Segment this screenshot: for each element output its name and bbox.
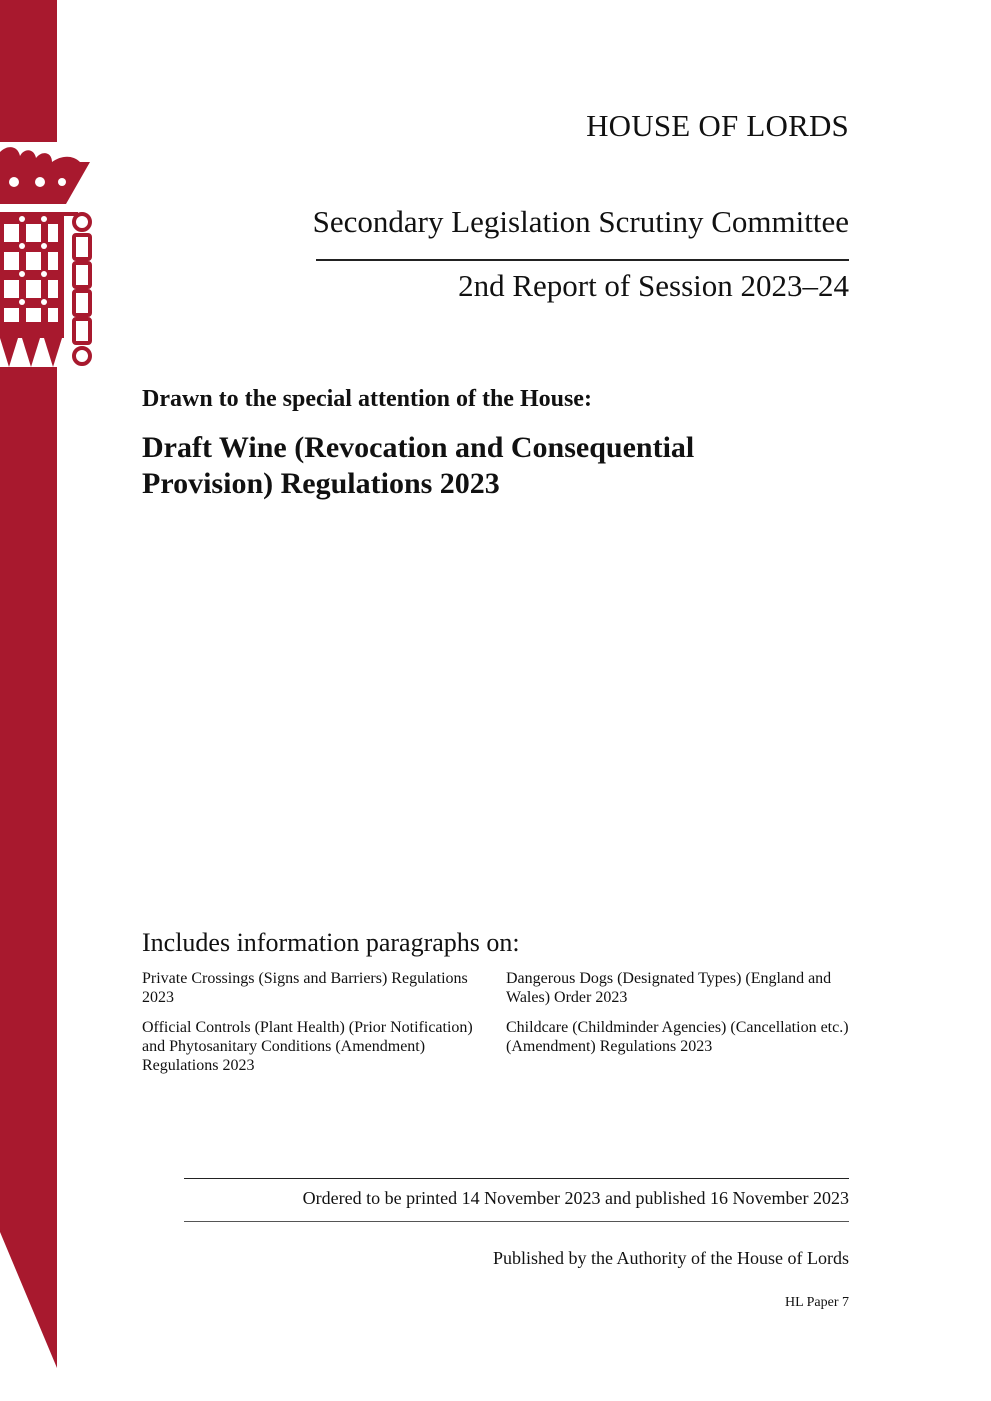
information-item: Dangerous Dogs (Designated Types) (England and Wales) Order 2023	[506, 970, 832, 1006]
information-item: Childcare (Childminder Agencies) (Cancellation etc.) (Amendment) Regulations 2023	[506, 1019, 849, 1055]
attention-label: Drawn to the special attention of the House:	[142, 386, 592, 412]
committee-name: Secondary Legislation Scrutiny Committee	[312, 204, 849, 239]
print-dates: Ordered to be printed 14 November 2023 and published 16 November 2023	[302, 1188, 849, 1208]
information-item: Official Controls (Plant Health) (Prior Notification) and Phytosanitary Conditions (Amendment) Regulations 2023	[142, 1019, 473, 1074]
divider	[316, 259, 849, 261]
information-heading: Includes information paragraphs on:	[142, 928, 520, 957]
divider	[184, 1178, 849, 1179]
information-item: Private Crossings (Signs and Barriers) Regulations 2023	[142, 970, 468, 1006]
publisher: Published by the Authority of the House of Lords	[493, 1248, 849, 1268]
paper-number: HL Paper 7	[784, 1295, 849, 1310]
portcullis-icon	[0, 142, 100, 372]
document-title: Draft Wine (Revocation and Consequential Provision) Regulations 2023	[142, 431, 695, 500]
report-session: 2nd Report of Session 2023–24	[458, 268, 849, 303]
house-title: HOUSE OF LORDS	[586, 108, 849, 143]
divider	[184, 1221, 849, 1222]
